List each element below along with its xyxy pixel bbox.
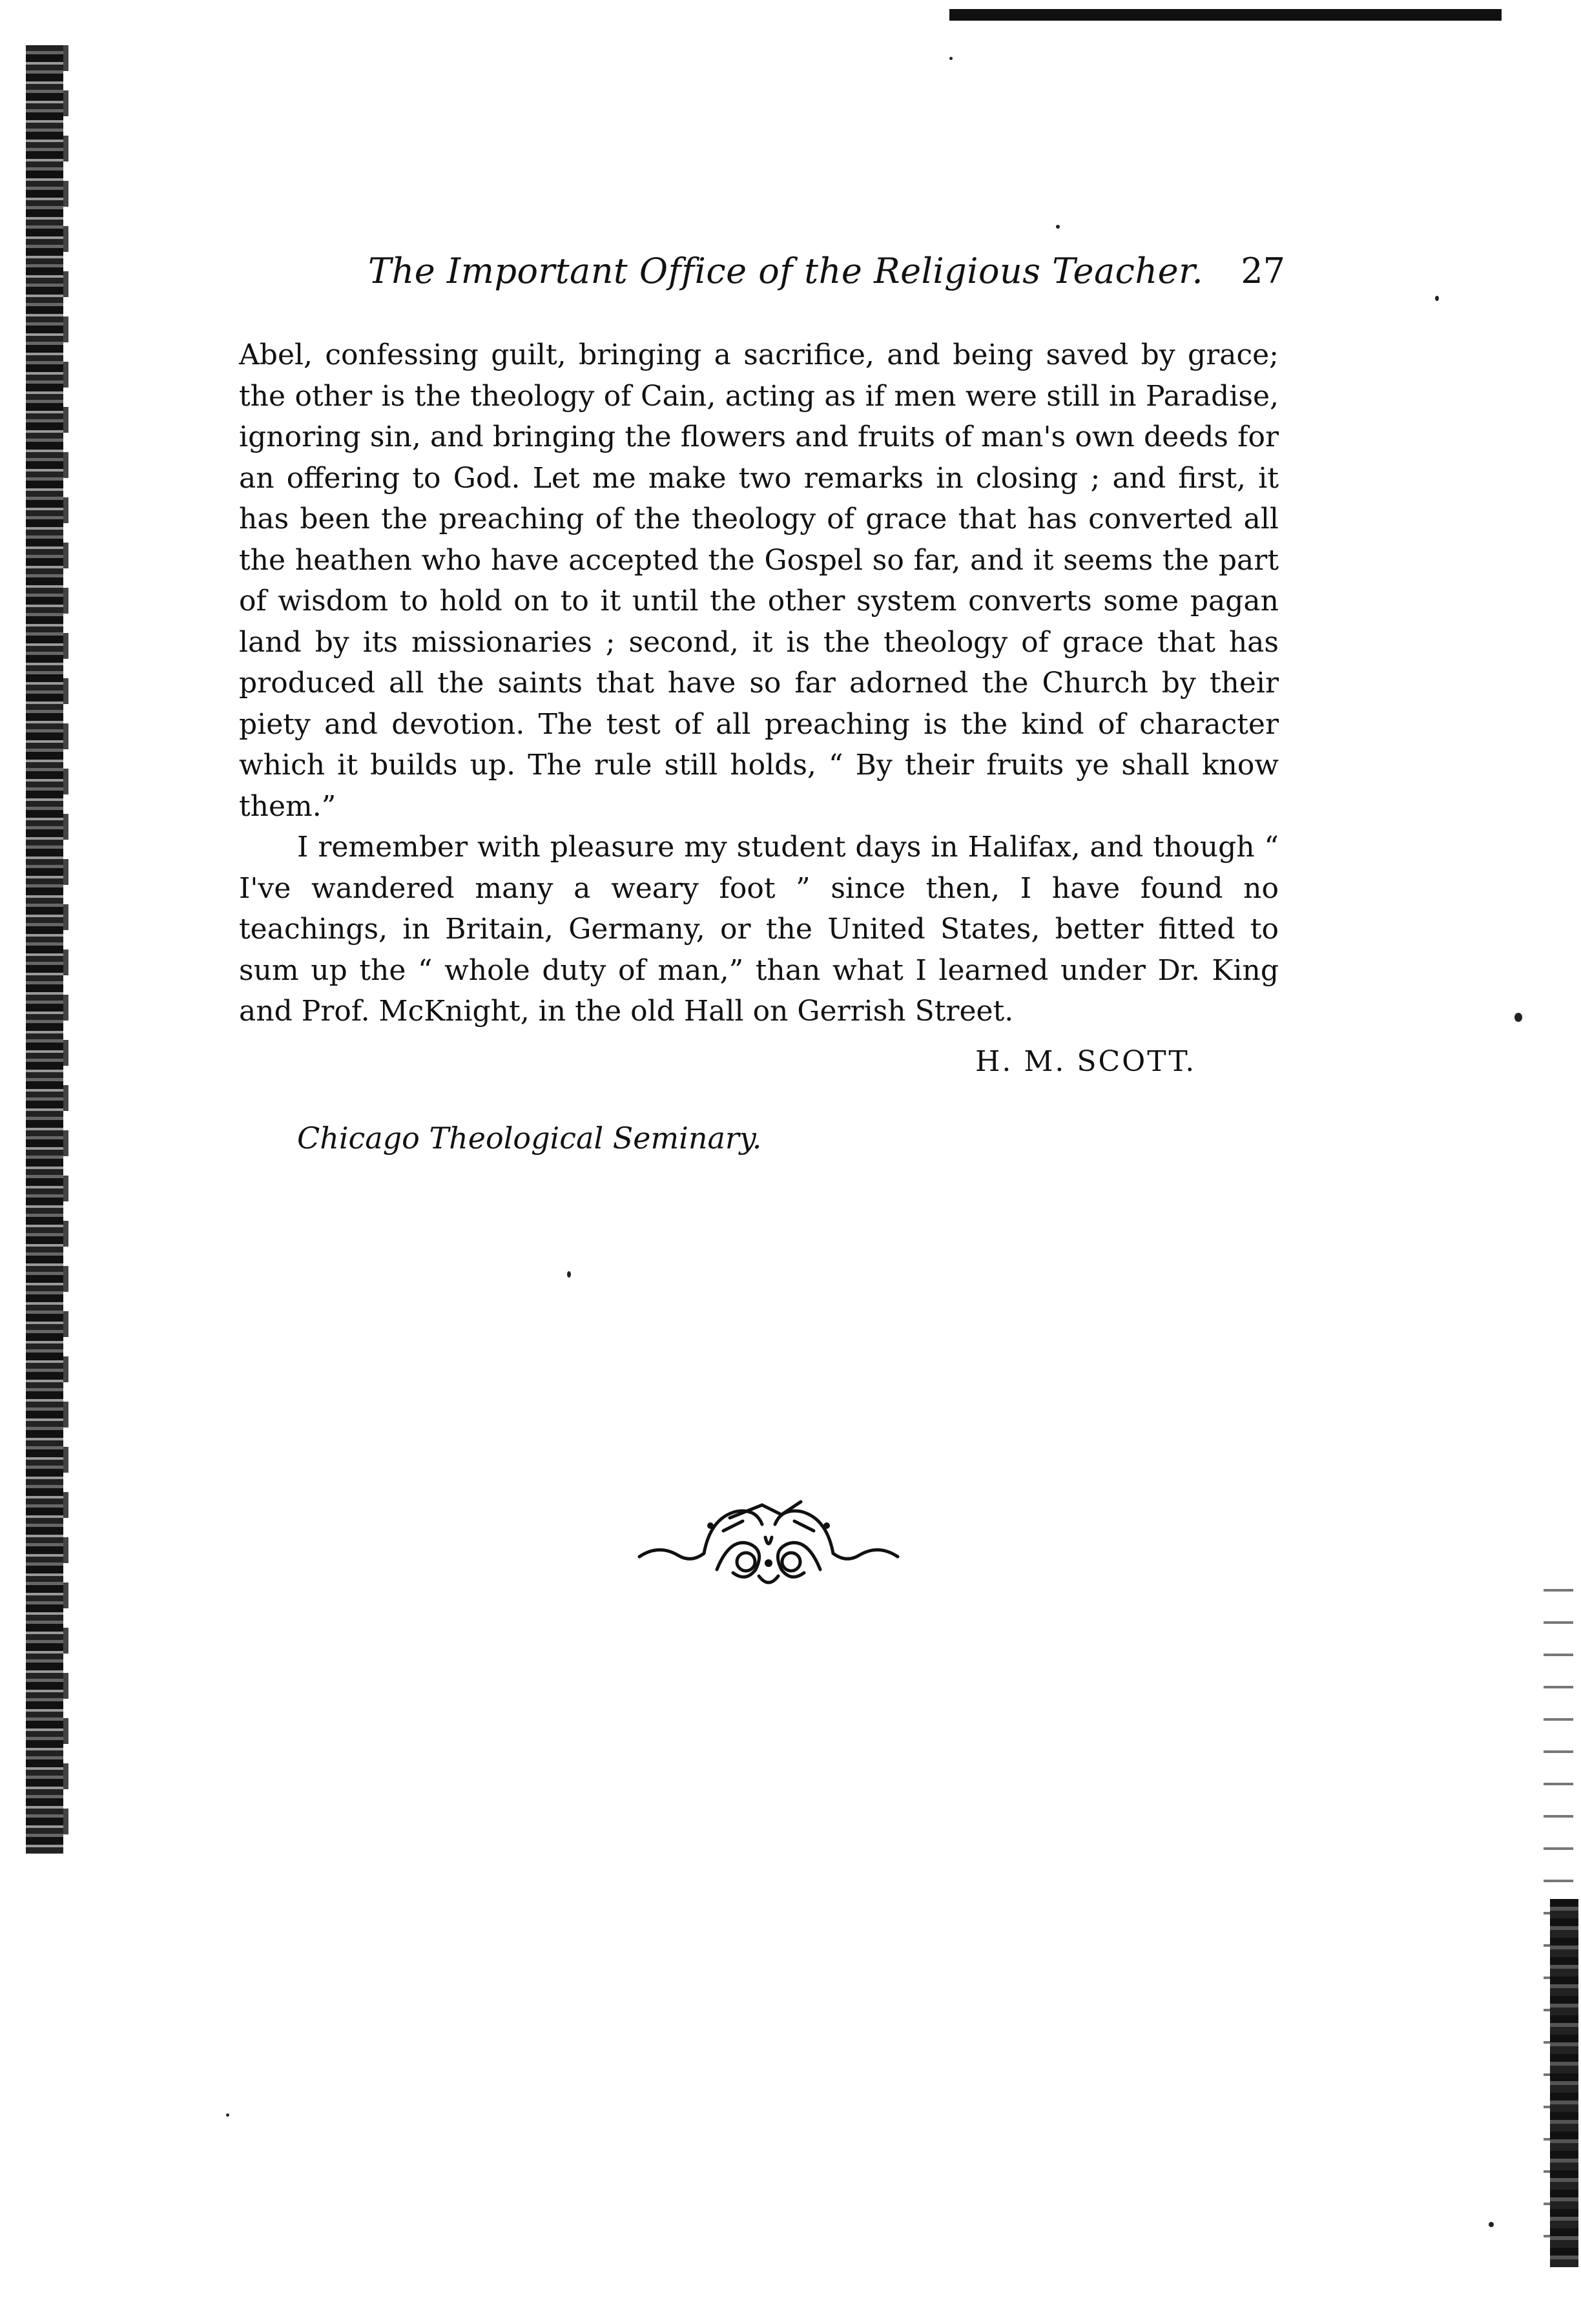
floral-tailpiece-ornament-icon bbox=[633, 1492, 904, 1595]
scan-top-rule bbox=[949, 9, 1502, 21]
scan-left-edge bbox=[26, 45, 63, 1854]
scan-speck bbox=[1056, 225, 1060, 229]
body-text bbox=[239, 335, 1279, 1032]
scan-speck bbox=[1514, 1013, 1522, 1022]
scan-speck bbox=[567, 1271, 571, 1278]
scan-right-edge bbox=[1550, 1899, 1578, 2267]
author-affiliation: Chicago Theological Seminary. bbox=[297, 1121, 762, 1156]
page-number: 27 bbox=[1241, 251, 1285, 291]
running-title: The Important Office of the Religious Teacher. bbox=[368, 251, 1204, 291]
author-signature: H. M. SCOTT. bbox=[975, 1045, 1197, 1078]
scan-speck bbox=[226, 2113, 229, 2117]
scan-speck bbox=[949, 57, 953, 60]
running-head bbox=[368, 251, 1285, 302]
paragraph: I remember with pleasure my student days in Halifax, and though “ I've wandered many a weary foot ” since then, I have found no teachings, in Britain, Germany, or the United States, better fitted to sum up the “ whole duty of man,” than what I learned under Dr. King and Prof. McKnight, in the old Hall on Gerrish Street. bbox=[239, 831, 1279, 1028]
scan-speck bbox=[1489, 2222, 1494, 2227]
scan-speck bbox=[1435, 296, 1439, 301]
paragraph: Abel, confessing guilt, bringing a sacrifice, and being saved by grace; the other is the theology of Cain, acting as if men were still in Paradise, ignoring sin, and bringing the flowers and fruits of man's own deeds for an offering to God. Let me make two remarks in closing ; and first, it has been the preaching of the theology of grace that has converted all the heathen who have accepted the Gospel so far, and it seems the part of wisdom to hold on to it until the other system converts some pagan land by its missionaries ; second, it is the theology of grace that has produced all the saints that have so far adorned the Church by their piety and devotion. The test of all preaching is the kind of character which it builds up. The rule still holds, “ By their fruits ye shall know them.” bbox=[239, 338, 1279, 823]
